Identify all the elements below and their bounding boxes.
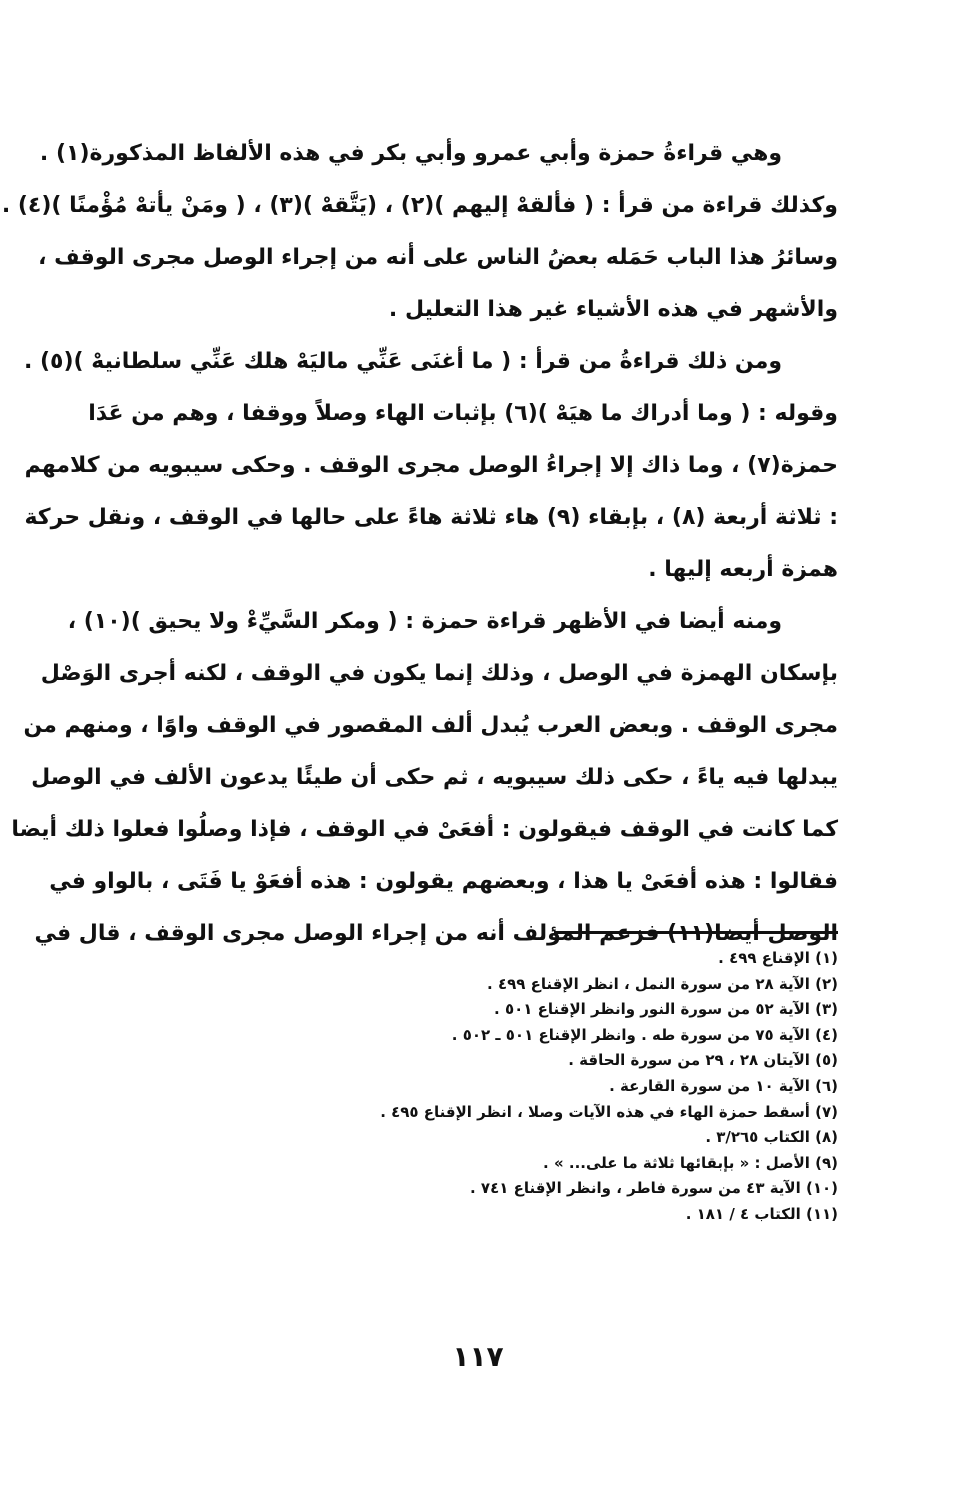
footnotes-list [116, 946, 838, 1228]
text-line: حمزة(٧) ، وما ذاك إلا إجراءُ الوصل مجرى الوقف . وحكى سيبويه من كلامهم [24, 453, 838, 478]
footnote: (٤) الآية ٧٥ من سورة طه . وانظر الإقناع ٥٠١ ـ ٥٠٢ . [451, 1025, 838, 1044]
text-line: ومن ذلك قراءةُ من قرأ : ( ما أغنَى عَنِّي ماليَهْ هلك عَنِّي سلطانيهْ )(٥) . [23, 349, 782, 374]
text-line: والأشهر في هذه الأشياء غير هذا التعليل . [388, 297, 838, 322]
text-line: وهي قراءةُ حمزة وأبي عمرو وأبي بكر في هذه الألفاظ المذكورة(١) . [39, 141, 782, 166]
footnote: (٦) الآية ١٠ من سورة القارعة . [609, 1076, 838, 1095]
footnote: (٩) الأصل : « بإبقائها ثلاثة ما على... » . [543, 1153, 838, 1172]
text-line: وكذلك قراءة من قرأ : ( فألقهْ إليهم )(٢) ، (يَتَّقهْ )(٣) ، ( ومَنْ يأتهْ مُؤْمنًا )(٤) . [1, 193, 838, 218]
footnote: (٢) الآية ٢٨ من سورة النمل ، انظر الإقناع ٤٩٩ . [487, 974, 838, 993]
text-line: وسائرُ هذا الباب حَمَله بعضُ الناس على أنه من إجراء الوصل مجرى الوقف ، [38, 245, 838, 270]
footnote: (٥) الآيتان ٢٨ ، ٢٩ من سورة الحاقة . [568, 1051, 838, 1070]
footnote-separator [554, 931, 838, 934]
footnote: (١٠) الآية ٤٣ من سورة فاطر ، وانظر الإقناع ٧٤١ . [470, 1179, 838, 1198]
footnote: (٨) الكتاب ٣/٢٦٥ . [705, 1128, 838, 1147]
footnote: (٣) الآية ٥٢ من سورة النور وانظر الإقناع ٥٠١ . [494, 1000, 838, 1019]
text-line: بإسكان الهمزة في الوصل ، وذلك إنما يكون في الوقف ، لكنه أجرى الوَصْل [40, 661, 838, 686]
text-line: همزة أربعه إليها . [648, 557, 838, 582]
page-number: ١١٧ [452, 1340, 504, 1373]
text-line: مجرى الوقف . وبعض العرب يُبدل ألف المقصور في الوقف واوًا ، ومنهم من [23, 713, 838, 738]
text-line: وقوله : ( وما أدراك ما هيَهْ )(٦) بإثبات الهاء وصلاً ووقفا ، وهم من عَدَا [88, 401, 838, 426]
text-line: فقالوا : هذه أفعَىْ يا هذا ، وبعضهم يقولون : هذه أفعَوْ يا فَتَى ، بالواو في [49, 869, 838, 894]
main-text [1, 128, 838, 960]
text-line: الوصل أيضا(١١) فزعم المؤلف أنه من إجراء الوصل مجرى الوقف ، قال في [34, 921, 838, 946]
footnote: (١) الإقناع ٤٩٩ . [718, 949, 838, 967]
text-line: : ثلاثة أربعة (٨) ، بإبقاء (٩) هاء ثلاثة هاءً على حالها في الوقف ، ونقل حركة [24, 505, 838, 530]
footnote: (٧) أسقط حمزة الهاء في هذه الآيات وصلا ، انظر الإقناع ٤٩٥ . [380, 1102, 838, 1121]
text-line: يبدلها فيه ياءً ، حكى ذلك سيبويه ، ثم حكى أن طيئًا يدعون الألف في الوصل [31, 765, 838, 790]
text-line: ومنه أيضا في الأظهر قراءة حمزة : ( ومكر السَّيِّءْ ولا يحيق )(١٠) ، [67, 609, 782, 634]
text-line: كما كانت في الوقف فيقولون : أفعَىْ في الوقف ، فإذا وصلُوا فعلوا ذلك أيضا [11, 817, 838, 842]
footnote: (١١) الكتاب ٤ / ١٨١ . [685, 1204, 838, 1223]
